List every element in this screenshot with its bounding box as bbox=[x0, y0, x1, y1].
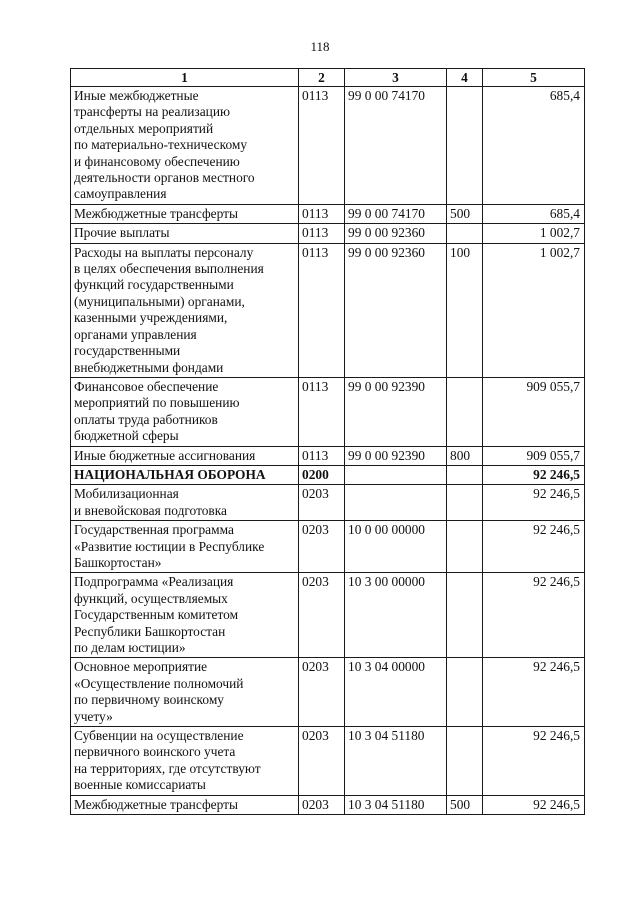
cell-name: Государственная программа «Развитие юстиции в Республике Башкортостан» bbox=[71, 521, 299, 573]
cell-amount: 909 055,7 bbox=[483, 446, 585, 465]
cell-target-article: 10 3 04 00000 bbox=[345, 658, 447, 727]
page-number: 118 bbox=[310, 39, 330, 54]
table-row bbox=[71, 446, 585, 465]
cell-section: 0203 bbox=[299, 485, 345, 521]
cell-section: 0113 bbox=[299, 446, 345, 465]
cell-section: 0203 bbox=[299, 795, 345, 814]
cell-section: 0113 bbox=[299, 377, 345, 446]
cell-expense-type bbox=[447, 485, 483, 521]
cell-section: 0203 bbox=[299, 658, 345, 727]
table-row bbox=[71, 485, 585, 521]
cell-amount: 1 002,7 bbox=[483, 224, 585, 243]
cell-target-article: 99 0 00 74170 bbox=[345, 87, 447, 205]
cell-expense-type bbox=[447, 87, 483, 205]
table-row bbox=[71, 243, 585, 377]
header-col-1: 1 bbox=[71, 69, 299, 87]
cell-expense-type bbox=[447, 727, 483, 796]
cell-amount: 92 246,5 bbox=[483, 658, 585, 727]
cell-name: Основное мероприятие «Осуществление полномочий по первичному воинскому учету» bbox=[71, 658, 299, 727]
cell-amount: 92 246,5 bbox=[483, 727, 585, 796]
cell-amount: 92 246,5 bbox=[483, 485, 585, 521]
cell-section: 0113 bbox=[299, 204, 345, 223]
table-row bbox=[71, 658, 585, 727]
cell-name: Прочие выплаты bbox=[71, 224, 299, 243]
cell-target-article: 99 0 00 92360 bbox=[345, 224, 447, 243]
cell-name: НАЦИОНАЛЬНАЯ ОБОРОНА bbox=[71, 465, 299, 484]
cell-amount: 685,4 bbox=[483, 204, 585, 223]
cell-expense-type bbox=[447, 465, 483, 484]
cell-target-article: 10 3 04 51180 bbox=[345, 727, 447, 796]
cell-section: 0113 bbox=[299, 243, 345, 377]
cell-expense-type: 500 bbox=[447, 204, 483, 223]
cell-name: Подпрограмма «Реализация функций, осуществляемых Государственным комитетом Республики Башкортостан по делам юстиции» bbox=[71, 573, 299, 658]
cell-name: Расходы на выплаты персоналу в целях обеспечения выполнения функций государственными (муниципальными) органами, казенными учреждениями, органами управления государственными внебюджетными фондами bbox=[71, 243, 299, 377]
table-row bbox=[71, 795, 585, 814]
cell-amount: 92 246,5 bbox=[483, 465, 585, 484]
table-row bbox=[71, 204, 585, 223]
cell-section: 0113 bbox=[299, 87, 345, 205]
table-row bbox=[71, 87, 585, 205]
cell-section: 0113 bbox=[299, 224, 345, 243]
cell-section: 0203 bbox=[299, 573, 345, 658]
cell-target-article: 99 0 00 92390 bbox=[345, 446, 447, 465]
cell-section: 0203 bbox=[299, 521, 345, 573]
budget-table bbox=[70, 68, 585, 815]
cell-amount: 685,4 bbox=[483, 87, 585, 205]
cell-target-article: 99 0 00 92390 bbox=[345, 377, 447, 446]
cell-expense-type bbox=[447, 573, 483, 658]
table-body bbox=[71, 87, 585, 815]
cell-target-article: 10 0 00 00000 bbox=[345, 521, 447, 573]
cell-target-article bbox=[345, 465, 447, 484]
table-row bbox=[71, 573, 585, 658]
cell-expense-type bbox=[447, 224, 483, 243]
table-row bbox=[71, 465, 585, 484]
header-col-4: 4 bbox=[447, 69, 483, 87]
table-row bbox=[71, 377, 585, 446]
header-col-2: 2 bbox=[299, 69, 345, 87]
cell-target-article: 99 0 00 74170 bbox=[345, 204, 447, 223]
cell-target-article: 10 3 00 00000 bbox=[345, 573, 447, 658]
cell-amount: 92 246,5 bbox=[483, 795, 585, 814]
cell-expense-type bbox=[447, 658, 483, 727]
cell-target-article: 10 3 04 51180 bbox=[345, 795, 447, 814]
cell-name: Межбюджетные трансферты bbox=[71, 795, 299, 814]
cell-section: 0203 bbox=[299, 727, 345, 796]
cell-expense-type: 500 bbox=[447, 795, 483, 814]
cell-amount: 909 055,7 bbox=[483, 377, 585, 446]
header-col-5: 5 bbox=[483, 69, 585, 87]
cell-target-article bbox=[345, 485, 447, 521]
cell-amount: 92 246,5 bbox=[483, 521, 585, 573]
header-col-3: 3 bbox=[345, 69, 447, 87]
cell-expense-type: 100 bbox=[447, 243, 483, 377]
cell-expense-type bbox=[447, 521, 483, 573]
cell-name: Иные межбюджетные трансферты на реализацию отдельных мероприятий по материально-техническому и финансовому обеспечению деятельности органов местного самоуправления bbox=[71, 87, 299, 205]
cell-section: 0200 bbox=[299, 465, 345, 484]
cell-amount: 92 246,5 bbox=[483, 573, 585, 658]
table-row bbox=[71, 727, 585, 796]
cell-name: Межбюджетные трансферты bbox=[71, 204, 299, 223]
table-row bbox=[71, 521, 585, 573]
cell-amount: 1 002,7 bbox=[483, 243, 585, 377]
cell-name: Субвенции на осуществление первичного воинского учета на территориях, где отсутствуют военные комиссариаты bbox=[71, 727, 299, 796]
cell-name: Финансовое обеспечение мероприятий по повышению оплаты труда работников бюджетной сферы bbox=[71, 377, 299, 446]
cell-name: Мобилизационная и вневойсковая подготовка bbox=[71, 485, 299, 521]
table-row bbox=[71, 224, 585, 243]
cell-target-article: 99 0 00 92360 bbox=[345, 243, 447, 377]
cell-name: Иные бюджетные ассигнования bbox=[71, 446, 299, 465]
cell-expense-type: 800 bbox=[447, 446, 483, 465]
header-row bbox=[71, 69, 585, 87]
cell-expense-type bbox=[447, 377, 483, 446]
